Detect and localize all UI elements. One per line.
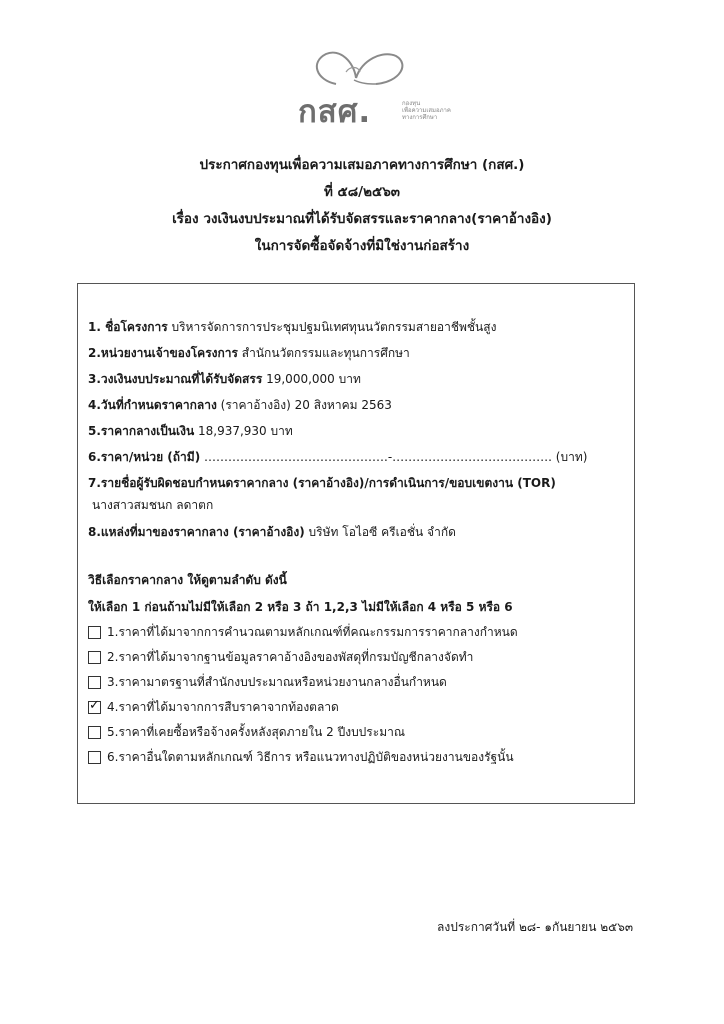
- item-label: 3.วงเงินงบประมาณที่ได้รับจัดสรร: [88, 372, 263, 386]
- logo-subtitle-3: ทางการศึกษา: [402, 114, 438, 121]
- announcement-subject-cont: ในการจัดซื้อจัดจ้างที่มิใช่งานก่อสร้าง: [254, 238, 470, 254]
- option-label: 3.ราคามาตรฐานที่สำนักงบประมาณหรือหน่วยงานกลางอื่นกำหนด: [107, 675, 447, 689]
- option-3[interactable]: [88, 674, 447, 690]
- item-value: บริษัท โอไอซี ครีเอชั่น จำกัด: [304, 525, 456, 539]
- item-value: สำนักนวัตกรรมและทุนการศึกษา: [237, 346, 410, 360]
- announcement-subject: เรื่อง วงเงินงบประมาณที่ได้รับจัดสรรและราคากลาง(ราคาอ้างอิง): [172, 211, 552, 227]
- item-owner-unit: [88, 345, 410, 361]
- checkbox[interactable]: [88, 651, 101, 664]
- checkbox[interactable]: [88, 751, 101, 764]
- option-label: 2.ราคาที่ได้มาจากฐานข้อมูลราคาอ้างอิงของพัสดุที่กรมบัญชีกลางจัดทำ: [107, 650, 474, 664]
- option-2[interactable]: [88, 649, 473, 665]
- item-project-name: [88, 319, 496, 335]
- item-price-date: [88, 397, 392, 413]
- item-responsible: [88, 475, 556, 491]
- organization-logo: [296, 50, 486, 130]
- method-instruction: ให้เลือก 1 ก่อนถ้ามไม่มีให้เลือก 2 หรือ 3 ถ้า 1,2,3 ไม่มีให้เลือก 4 หรือ 5 หรือ 6: [88, 600, 513, 614]
- logo-subtitle-1: กองทุน: [402, 100, 421, 107]
- checkbox[interactable]: [88, 726, 101, 739]
- checkbox-checked[interactable]: [88, 701, 101, 714]
- item-value: 19,000,000 บาท: [262, 372, 361, 386]
- item-label: 2.หน่วยงานเจ้าของโครงการ: [88, 346, 238, 360]
- item-value: (ราคาอ้างอิง) 20 สิงหาคม 2563: [216, 398, 392, 412]
- option-label: 1.ราคาที่ได้มาจากการคำนวณตามหลักเกณฑ์ที่คณะกรรมการราคากลางกำหนด: [107, 625, 518, 639]
- option-5[interactable]: [88, 724, 405, 740]
- item-label: 1. ชื่อโครงการ: [88, 320, 168, 334]
- checkbox[interactable]: [88, 676, 101, 689]
- option-label: 4.ราคาที่ได้มาจากการสืบราคาจากท้องตลาด: [107, 700, 339, 714]
- item-budget: [88, 371, 361, 387]
- option-6[interactable]: [88, 749, 514, 765]
- announcement-title: ประกาศกองทุนเพื่อความเสมอภาคทางการศึกษา (กสศ.): [199, 157, 525, 173]
- option-label: 5.ราคาที่เคยซื้อหรือจ้างครั้งหลังสุดภายใน 2 ปีงบประมาณ: [107, 725, 405, 739]
- item-median-price: [88, 423, 293, 439]
- item-price-source: [88, 524, 456, 540]
- signoff-date: ลงประกาศวันที่ ๒๘- ๑กันยายน ๒๕๖๓: [437, 920, 634, 934]
- option-label: 6.ราคาอื่นใดตามหลักเกณฑ์ วิธีการ หรือแนวทางปฏิบัติของหน่วยงานของรัฐนั้น: [107, 750, 514, 764]
- item-value: 18,937,930 บาท: [194, 424, 293, 438]
- butterfly-icon: [296, 50, 486, 90]
- method-title: วิธีเลือกราคากลาง ให้ดูตามลำดับ ดังนี้: [88, 573, 287, 587]
- item-label: 5.ราคากลางเป็นเงิน: [88, 424, 195, 438]
- item-value: ……………………………………….-…………………………………. (บาท): [200, 450, 588, 464]
- item-label: 8.แหล่งที่มาของราคากลาง (ราคาอ้างอิง): [88, 525, 305, 539]
- option-1[interactable]: [88, 624, 518, 640]
- logo-subtitle-2: เพื่อความเสมอภาค: [402, 107, 451, 114]
- option-4[interactable]: [88, 699, 339, 715]
- announcement-number: ที่ ๕๘/๒๕๖๓: [323, 184, 401, 200]
- logo-wordmark: กสศ.: [298, 94, 372, 130]
- responsible-person: นางสาวสมชนก ลดาตก: [92, 498, 214, 512]
- item-value: บริหารจัดการการประชุมปฐมนิเทศทุนนวัตกรรมสายอาชีพชั้นสูง: [167, 320, 497, 334]
- item-label: 7.รายชื่อผู้รับผิดชอบกำหนดราคากลาง (ราคาอ้างอิง)/การดำเนินการ/ขอบเขตงาน (TOR): [88, 476, 556, 490]
- item-label: 6.ราคา/หน่วย (ถ้ามี): [88, 450, 201, 464]
- item-unit-price: [88, 449, 587, 465]
- item-label: 4.วันที่กำหนดราคากลาง: [88, 398, 217, 412]
- checkbox[interactable]: [88, 626, 101, 639]
